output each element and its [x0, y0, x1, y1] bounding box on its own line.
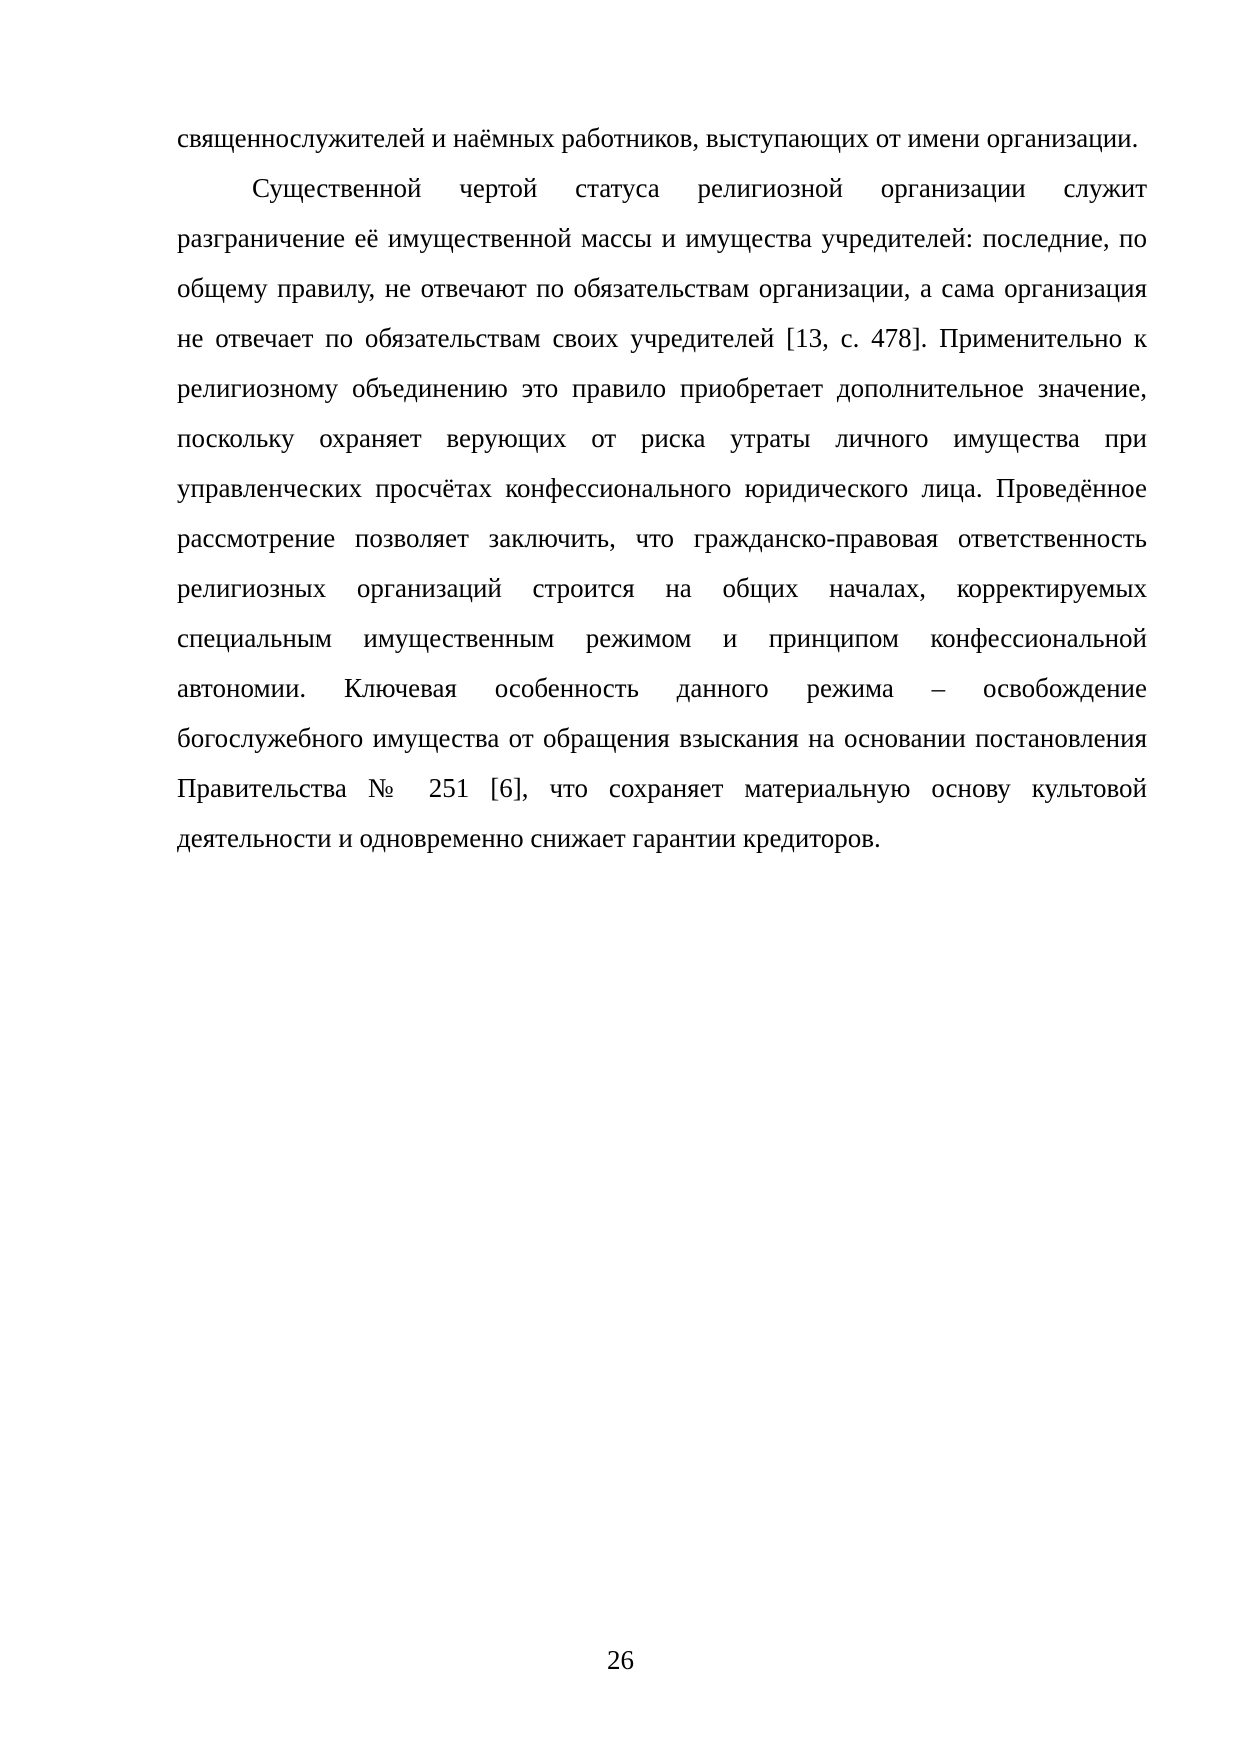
body-text: [177, 113, 1147, 863]
page-number: 26: [607, 1645, 634, 1675]
paragraph-main: Существенной чертой статуса религиозной организации служит разграничение её имущественной массы и имущества учредителей: последние, по общему правилу, не отвечают по обязательствам организации, а сама организация не отвечает по обязательствам своих учредителей [13, с. 478]. Применительно к религиозному объединению это правило приобретает дополнительное значение, поскольку охраняет верующих от риска утраты личного имущества при управленческих просчётах конфессионального юридического лица. Проведённое рассмотрение позволяет заключить, что гражданско-правовая ответственность религиозных организаций строится на общих началах, корректируемых специальным имущественным режимом и принципом конфессиональной автономии. Ключевая особенность данного режима – освобождение богослужебного имущества от обращения взыскания на основании постановления Правительства № 251 [6], что сохраняет материальную основу культовой деятельности и одновременно снижает гарантии кредиторов.: [177, 173, 1147, 853]
paragraph-continuation: священнослужителей и наёмных работников, выступающих от имени организации.: [177, 123, 1139, 153]
